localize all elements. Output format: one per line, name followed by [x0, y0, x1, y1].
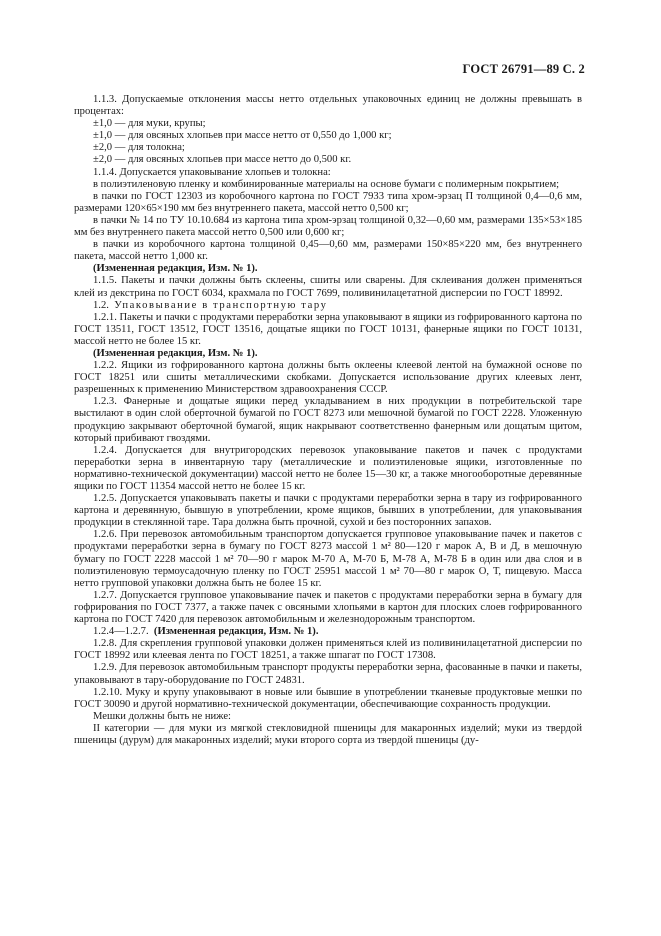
- document-body: [74, 94, 582, 747]
- packaging-option: в пачки № 14 по ТУ 10.10.684 из картона типа хром-эрзац толщиной 0,32—0,60 мм, размерами 135×53×185 мм без внутреннего пакета массой нетто 0,500 или 0,600 кг;: [74, 214, 582, 239]
- packaging-option: в полиэтиленовую пленку и комбинированные материалы на основе бумаги с полимерным покрытием;: [93, 178, 560, 190]
- section-1-2-heading: [74, 300, 582, 312]
- paragraph-1-2-10: 1.2.10. Муку и крупу упаковывают в новые или бывшие в употреблении тканевые продуктовые мешки по ГОСТ 30090 и другой нормативно-технической документации, обеспечивающие сохранность продукции.: [74, 686, 582, 710]
- paragraph-1-1-5: 1.1.5. Пакеты и пачки должны быть склеены, сшиты или сварены. Для склеивания должен применяться клей из декстрина по ГОСТ 6034, крахмала по ГОСТ 7699, поливинилацетатной дисперсии по ГОСТ 18992.: [74, 275, 582, 299]
- paragraph-1-2-4: 1.2.4. Допускается для внутригородских перевозок упаковывание пакетов и пачек с продуктами переработки зерна в инвентарную тару (металлические и полиэтиленовые ящики, изготовленные по нормативно-технической документации) массой нетто не более 15—30 кг, а также многооборотные деревянные ящики по ГОСТ 11354 массой нетто не более 15 кг.: [74, 444, 582, 492]
- amendment-note: (Измененная редакция, Изм. № 1).: [93, 347, 258, 359]
- tolerance-item: ±1,0 — для муки, крупы;: [93, 118, 206, 130]
- amendment-note-range: [74, 626, 582, 638]
- page-header: ГОСТ 26791—89 С. 2: [462, 62, 585, 76]
- paragraph-1-2-7: 1.2.7. Допускается групповое упаковывание пачек и пакетов с продуктами переработки зерна в бумагу для гофрирования по ГОСТ 7377, а также пачек с овсяными хлопьями в картон для плоских слоев гофрированного картона по ГОСТ 7420 для перевозок автомобильным и железнодорожным транспортом.: [74, 589, 582, 626]
- paragraph-1-2-5: 1.2.5. Допускается упаковывать пакеты и пачки с продуктами переработки зерна в тару из гофрированного картона и деревянную, бывшую в употреблении, кроме ящиков, бывших в употреблении, для упаковывания продукции в стеклянной таре. Тара должна быть прочной, сухой и без посторонних запахов.: [74, 493, 582, 529]
- section-number: 1.2.: [93, 299, 109, 311]
- tolerance-item: ±2,0 — для овсяных хлопьев при массе нетто до 0,500 кг.: [93, 154, 352, 166]
- paragraph-1-1-3: 1.1.3. Допускаемые отклонения массы нетто отдельных упаковочных единиц не должны превышать в процентах:: [74, 94, 582, 118]
- section-title: Упаковывание в транспортную тару: [114, 299, 328, 311]
- paragraph-1-2-9: 1.2.9. Для перевозок автомобильным транспорт продукты переработки зерна, фасованные в пачки и пакеты, упаковывают в тару-оборудование по ГОСТ 24831.: [74, 662, 582, 686]
- paragraph-1-1-4: 1.1.4. Допускается упаковывание хлопьев и толокна:: [93, 166, 331, 178]
- tolerance-item: ±2,0 — для толокна;: [93, 142, 185, 154]
- paragraph-1-2-8: 1.2.8. Для скрепления групповой упаковки должен применяться клей из поливинилацетатной дисперсии по ГОСТ 18992 или клеевая лента по ГОСТ 18251, а также шпагат по ГОСТ 17308.: [74, 638, 582, 662]
- paragraph-1-2-2: 1.2.2. Ящики из гофрированного картона должны быть оклеены клеевой лентой на бумажной основе по ГОСТ 18251 или сшиты металлическими скобками. Допускается использование других клеевых лент, разрешенных к применению Министерством здравоохранения СССР.: [74, 360, 582, 396]
- paragraph-1-2-1: 1.2.1. Пакеты и пачки с продуктами переработки зерна упаковывают в ящики из гофрированного картона по ГОСТ 13511, ГОСТ 13512, ГОСТ 13516, дощатые ящики по ГОСТ 10131, фанерные ящики по ГОСТ 10131, массой нетто не более 15 кг.: [74, 311, 582, 347]
- tolerance-item: ±1,0 — для овсяных хлопьев при массе нетто от 0,550 до 1,000 кг;: [93, 130, 392, 142]
- packaging-option: в пачки из коробочного картона толщиной 0,45—0,60 мм, размерами 150×85×220 мм, без внутреннего пакета, массой нетто 1,000 кг.: [74, 239, 582, 263]
- amendment-note: (Измененная редакция, Изм. № 1).: [153, 626, 319, 638]
- packaging-option: в пачки по ГОСТ 12303 из коробочного картона по ГОСТ 7933 типа хром-эрзац П толщиной 0,4—0,6 мм, размерами 120×65×190 мм без внутреннего пакета, массой нетто 0,500 кг;: [74, 190, 582, 214]
- paragraph-1-2-3: 1.2.3. Фанерные и дощатые ящики перед укладыванием в них продукции в потребительской таре выстилают в один слой оберточной бумагой по ГОСТ 8273 или мешочной бумагой по ГОСТ 2228. Уложенную продукцию закрывают оберточной бумагой, ящик накрывают соответственно фанерным или дощатым щитом, который прибивают гвоздями.: [74, 396, 582, 444]
- amendment-note: (Измененная редакция, Изм. № 1).: [93, 263, 258, 275]
- clause-range: 1.2.4—1.2.7.: [93, 626, 149, 638]
- bags-requirement: Мешки должны быть не ниже:: [93, 710, 231, 722]
- paragraph-1-2-6: 1.2.6. При перевозок автомобильным транспортом допускается групповое упаковывание пачек и пакетов с продуктами переработки зерна в бумагу по ГОСТ 8273 массой 1 м² 80—120 г марок А, В и Д, в мешочную бумагу по ГОСТ 2228 массой 1 м² 70—90 г марок М-70 А, М-70 Б, М-78 А, М-78 Б в один или два слоя и в полиэтиленовую термоусадочную пленку по ГОСТ 25951 массой 1 м² 70—80 г марок О, Т, пищевую. Масса нетто групповой упаковки должна быть не более 15 кг.: [74, 529, 582, 589]
- bag-category-ii: II категории — для муки из мягкой стекловидной пшеницы для макаронных изделий; муки из твердой пшеницы (дурум) для макаронных изделий; муки второго сорта из твердой пшеницы (ду-: [74, 722, 582, 746]
